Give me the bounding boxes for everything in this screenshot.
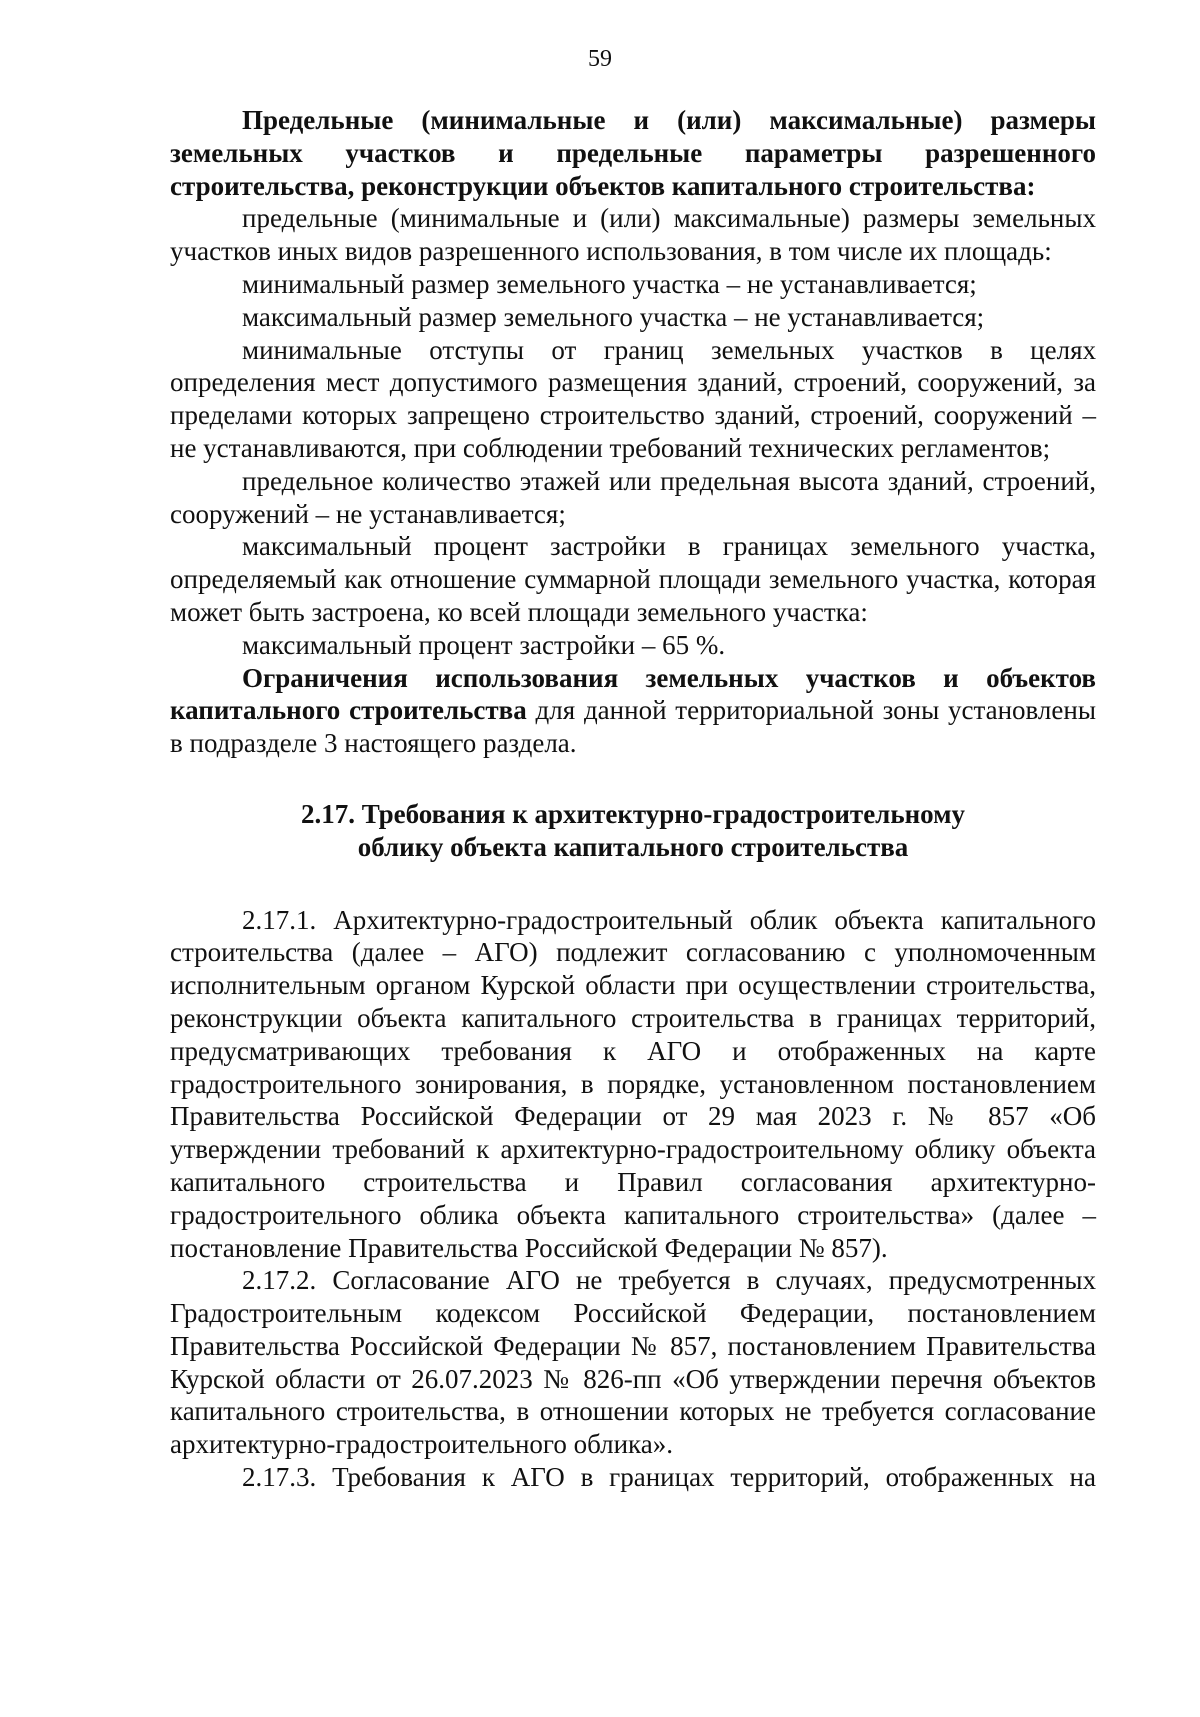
body-paragraph: предельное количество этажей или предельная высота зданий, строений, сооружений – не устанавливается; [170, 465, 1096, 529]
document-body [170, 104, 1096, 1494]
body-paragraph: максимальный размер земельного участка – не устанавливается; [242, 301, 985, 332]
section-title-line2: облику объекта капитального строительства [357, 831, 909, 862]
clause-2-17-1: 2.17.1. Архитектурно-градостроительный облик объекта капитального строительства (далее – АГО) подлежит согласованию с уполномоченным исполнительным органом Курской области при осуществлении строительства, реконструкции объекта капитального строительства в границах территорий, предусматривающих требования к АГО и отображенных на карте градостроительного зонирования, в порядке, установленном постановлением Правительства Российской Федерации от 29 мая 2023 г. № 857 «Об утверждении требований к архитектурно-градостроительному облику объекта капитального строительства и Правил согласования архитектурно-градостроительного облика объекта капитального строительства» (далее – постановление Правительства Российской Федерации № 857). [170, 904, 1096, 1263]
page-number: 59 [588, 46, 612, 72]
clause-2-17-3: 2.17.3. Требования к АГО в границах территорий, отображенных на [242, 1462, 1096, 1493]
parameters-heading: Предельные (минимальные и (или) максимальные) размеры земельных участков и предельные параметры разрешенного строительства, реконструкции объектов капитального строительства: [170, 105, 1096, 201]
body-paragraph: минимальные отступы от границ земельных участков в целях определения мест допустимого размещения зданий, строений, сооружений, за пределами которых запрещено строительство зданий, строений, сооружений – не устанавливаются, при соблюдении требований технических регламентов; [170, 334, 1096, 463]
restrictions-bold-text: Ограничения использования земельных участков и объектов капитального строительства [170, 662, 1096, 726]
restrictions-paragraph [170, 662, 1096, 760]
body-paragraph: минимальный размер земельного участка – не устанавливается; [242, 268, 977, 299]
clause-2-17-2: 2.17.2. Согласование АГО не требуется в случаях, предусмотренных Градостроительным кодексом Российской Федерации, постановлением Правительства Российской Федерации № 857, постановлением Правительства Курской области от 26.07.2023 № 826-пп «Об утверждении перечня объектов капитального строительства, в отношении которых не требуется согласование архитектурно-градостроительного облика». [170, 1265, 1096, 1460]
body-paragraph: максимальный процент застройки в границах земельного участка, определяемый как отношение суммарной площади земельного участка, которая может быть застроена, ко всей площади земельного участка: [170, 531, 1096, 627]
body-paragraph: максимальный процент застройки – 65 %. [242, 629, 726, 660]
restrictions-rest-text: для данной территориальной зоны установлены в подразделе 3 настоящего раздела. [170, 695, 1096, 759]
section-title-line1: 2.17. Требования к архитектурно-градостроительному [300, 798, 966, 829]
body-paragraph: предельные (минимальные и (или) максимальные) размеры земельных участков иных видов разрешенного использования, в том числе их площадь: [170, 203, 1096, 267]
